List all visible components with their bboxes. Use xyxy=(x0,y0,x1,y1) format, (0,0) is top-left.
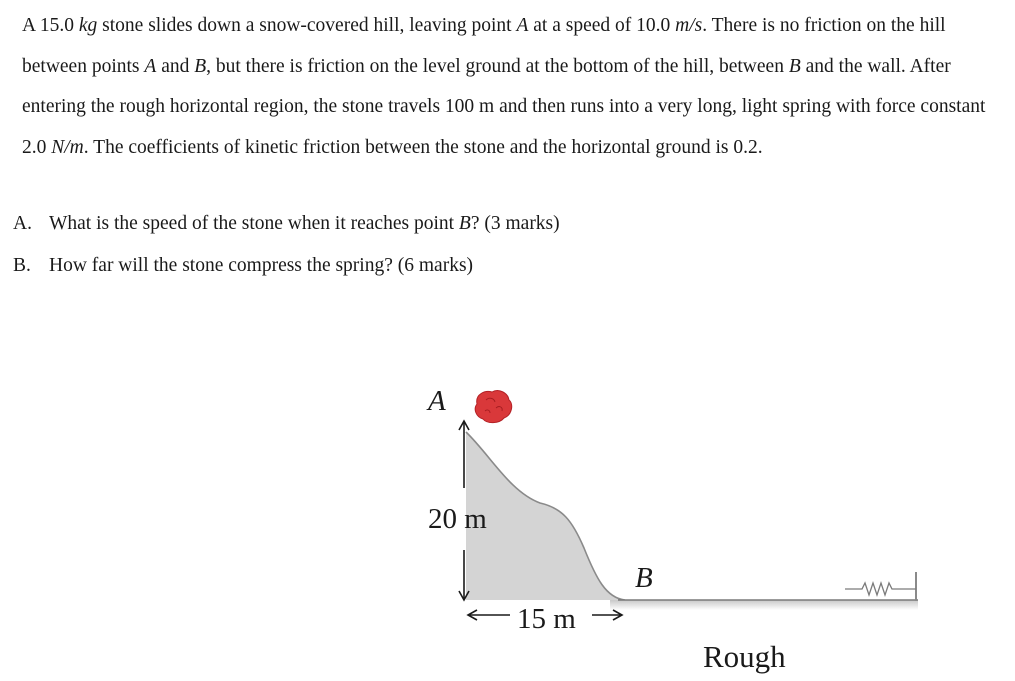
point-b-ref: B xyxy=(194,55,207,77)
point-a-ref: A xyxy=(144,55,157,77)
ground-shading xyxy=(610,600,918,610)
point-a-label: A xyxy=(428,385,446,417)
question-letter: B. xyxy=(13,255,31,276)
height-label: 20 m xyxy=(428,503,487,535)
question-text: How far will the stone compress the spring? (6 marks) xyxy=(49,255,474,276)
point-a-ref: A xyxy=(516,15,529,36)
speed-unit: m/s xyxy=(675,15,703,36)
point-b-ref: B xyxy=(788,55,801,77)
spring-constant-unit: N/m xyxy=(51,136,84,158)
point-b-label: B xyxy=(635,562,653,594)
hill-shape xyxy=(466,432,625,600)
question-marks: ? (3 marks) xyxy=(470,213,560,234)
spring xyxy=(845,583,916,595)
rough-label: Rough xyxy=(703,639,786,674)
question-text: What is the speed of the stone when it reaches point xyxy=(49,213,459,234)
point-b-ref: B xyxy=(458,213,471,234)
width-label: 15 m xyxy=(517,603,576,635)
stone xyxy=(475,391,512,423)
mass-unit: kg xyxy=(78,15,98,36)
question-letter: A. xyxy=(13,213,32,234)
problem-statement: A 15.0 kg stone slides down a snow-covered hill, leaving point A at a speed of 10.0 m/s. There is no friction on the hill between points A and B, but there is friction on the level ground at the bottom of the hill, between B and the wall. After entering the rough horizontal region, the stone travels 100 m and then runs into a very long, light spring with force constant 2.0 N/m. The coefficients of kinetic friction between the stone and the horizontal ground is 0.2. xyxy=(22,15,986,158)
